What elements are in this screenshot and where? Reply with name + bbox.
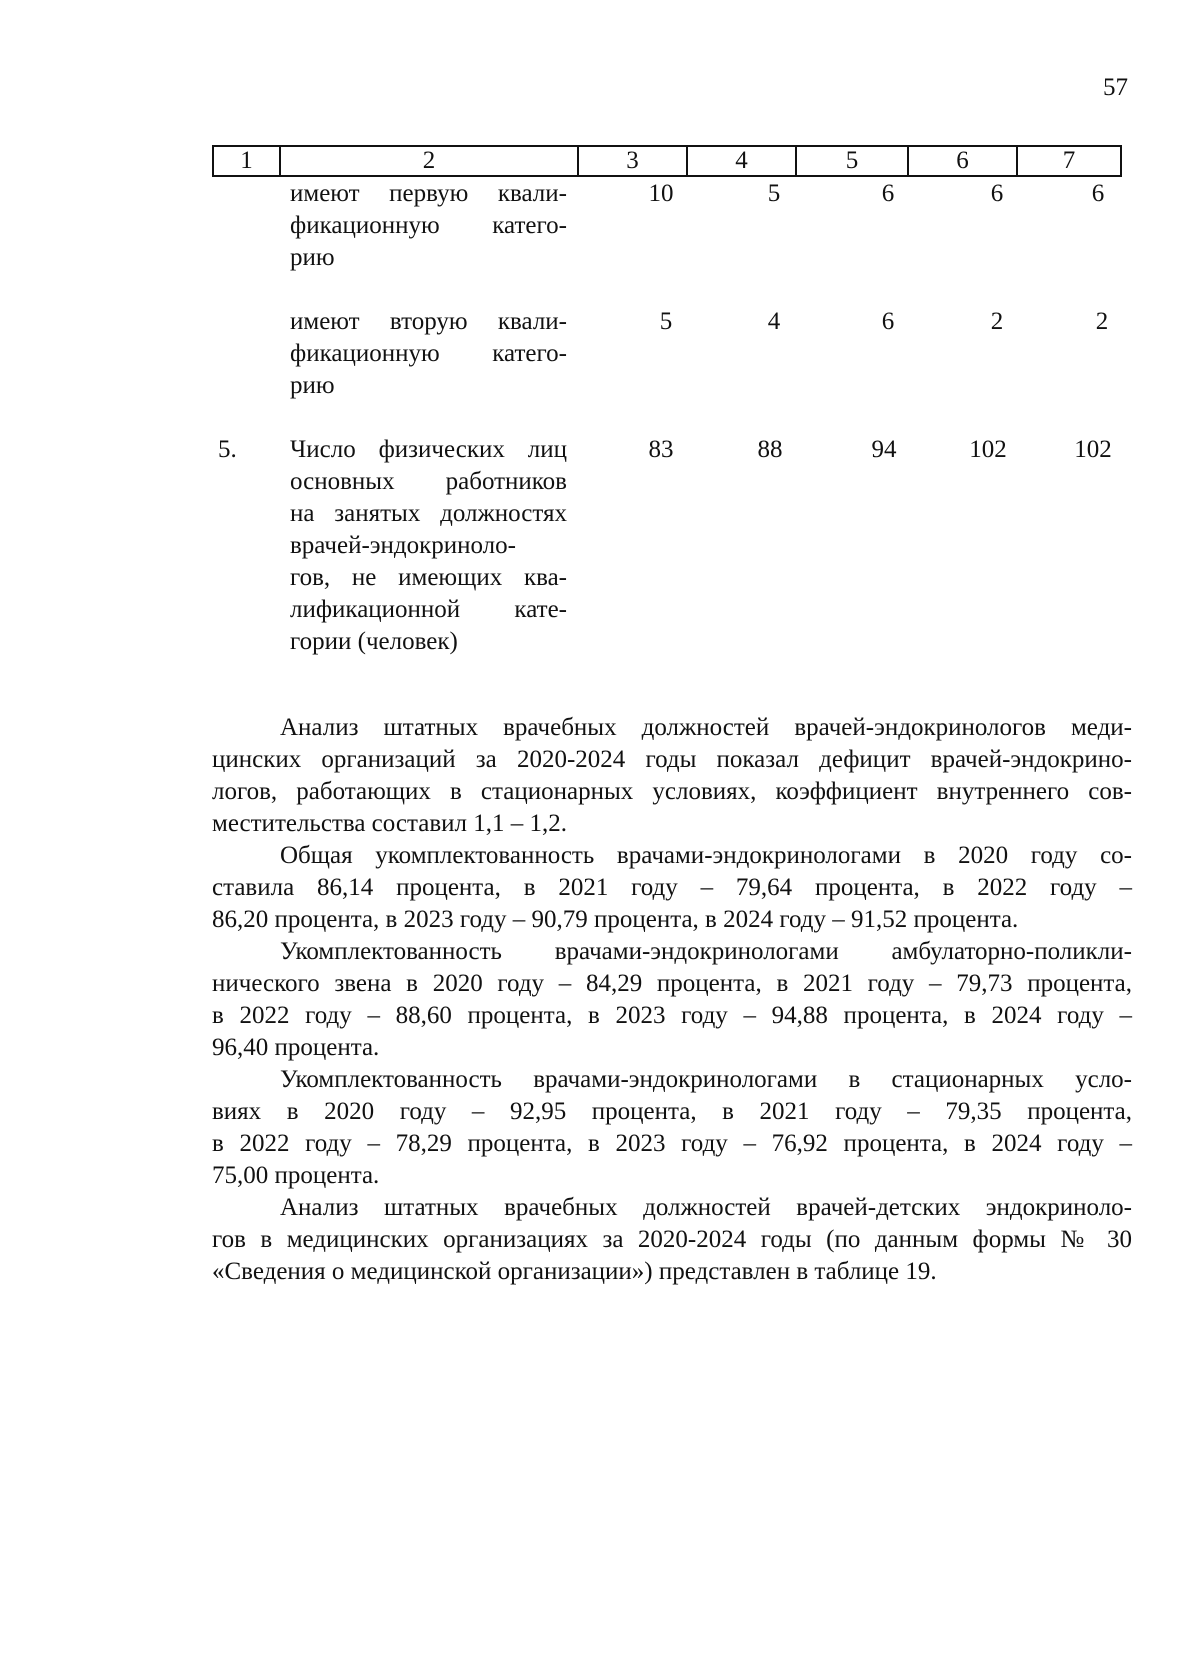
page-number: 57 — [1103, 74, 1128, 101]
row-value: 2 — [1095, 308, 1109, 335]
row-label: имеют вторую квали- фикационную катего- рию — [290, 308, 567, 399]
row-value: 5 — [767, 180, 781, 207]
table-header-cell: 4 — [686, 145, 795, 177]
paragraph: Анализ штатных врачебных должностей врачей-эндокринологов меди- цинских организаций за 2020-2024 годы показал дефицит врачей-эндокрино- логов, работающих в стационарных условиях, коэффициент внутреннего сов- местительства составил 1,1 – 1,2. — [212, 714, 1132, 837]
row-value: 6 — [990, 180, 1004, 207]
row-value: 102 — [969, 436, 1007, 463]
row-value: 6 — [881, 308, 895, 335]
table-header-cell: 7 — [1016, 145, 1122, 177]
table-header-cell: 6 — [907, 145, 1016, 177]
paragraph: Укомплектованность врачами-эндокринологами амбулаторно-поликли- нического звена в 2020 году – 84,29 процента, в 2021 году – 79,73 процента, в 2022 году – 88,60 процента, в 2023 году – 94,88 процента, в 2024 году – 96,40 процента. — [212, 938, 1132, 1061]
row-label: имеют первую квали- фикационную катего- рию — [290, 180, 567, 271]
row-value: 2 — [990, 308, 1004, 335]
row-value: 83 — [648, 436, 674, 463]
row-value: 6 — [1091, 180, 1105, 207]
paragraph: Укомплектованность врачами-эндокринологами в стационарных усло- виях в 2020 году – 92,95 процента, в 2021 году – 79,35 процента, в 2022 году – 78,29 процента, в 2023 году – 76,92 процента, в 2024 году – 75,00 процента. — [212, 1066, 1132, 1189]
row-label: Число физических лиц основных работников на занятых должностях врачей-эндокриноло- гов, не имеющих ква- лификационной кате- гории (человек) — [290, 436, 567, 655]
table-header-cell: 2 — [279, 145, 577, 177]
row-value: 94 — [871, 436, 897, 463]
row-value: 88 — [757, 436, 783, 463]
row-value: 102 — [1074, 436, 1112, 463]
row-value: 10 — [648, 180, 674, 207]
row-number: 5. — [218, 436, 237, 463]
row-value: 4 — [767, 308, 781, 335]
table-header-cell: 3 — [577, 145, 686, 177]
paragraph: Анализ штатных врачебных должностей врачей-детских эндокриноло- гов в медицинских организациях за 2020-2024 годы (по данным формы № 30 «Сведения о медицинской организации») представлен в таблице 19. — [212, 1194, 1132, 1285]
row-value: 5 — [659, 308, 673, 335]
paragraph: Общая укомплектованность врачами-эндокринологами в 2020 году со- ставила 86,14 процента, в 2021 году – 79,64 процента, в 2022 году – 86,20 процента, в 2023 году – 90,79 процента, в 2024 году – 91,52 процента. — [212, 842, 1132, 933]
row-value: 6 — [881, 180, 895, 207]
table-header-cell: 1 — [212, 145, 279, 177]
table-header-cell: 5 — [795, 145, 907, 177]
